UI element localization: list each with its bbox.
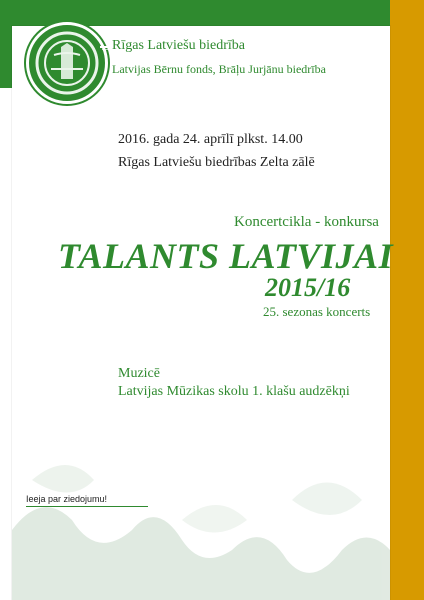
partner-organizations: Latvijas Bērnu fonds, Brāļu Jurjānu biedrība — [112, 62, 326, 76]
event-venue: Rīgas Latviešu biedrības Zelta zālē — [118, 155, 315, 170]
event-date-time: 2016. gada 24. aprīlī plkst. 14.00 — [118, 132, 303, 147]
concert-cycle-subtitle: Koncertcikla - konkursa — [234, 214, 379, 230]
performers-label: Muzicē — [118, 366, 160, 381]
entry-note: Ieeja par ziedojumu! — [26, 494, 108, 504]
organization-name: Rīgas Latviešu biedrība — [112, 38, 245, 53]
logo-emblem-icon — [29, 25, 105, 101]
society-logo-icon — [26, 22, 108, 104]
performers-value: Latvijas Mūzikas skolu 1. klašu audzēkņi — [118, 384, 350, 399]
season-concert-number: 25. sezonas koncerts — [263, 304, 371, 319]
season-year: 2015/16 — [265, 273, 351, 302]
right-gold-band — [390, 0, 424, 600]
decorative-leaf-pattern — [12, 410, 390, 600]
main-title: TALANTS LATVIJAI — [58, 236, 394, 276]
